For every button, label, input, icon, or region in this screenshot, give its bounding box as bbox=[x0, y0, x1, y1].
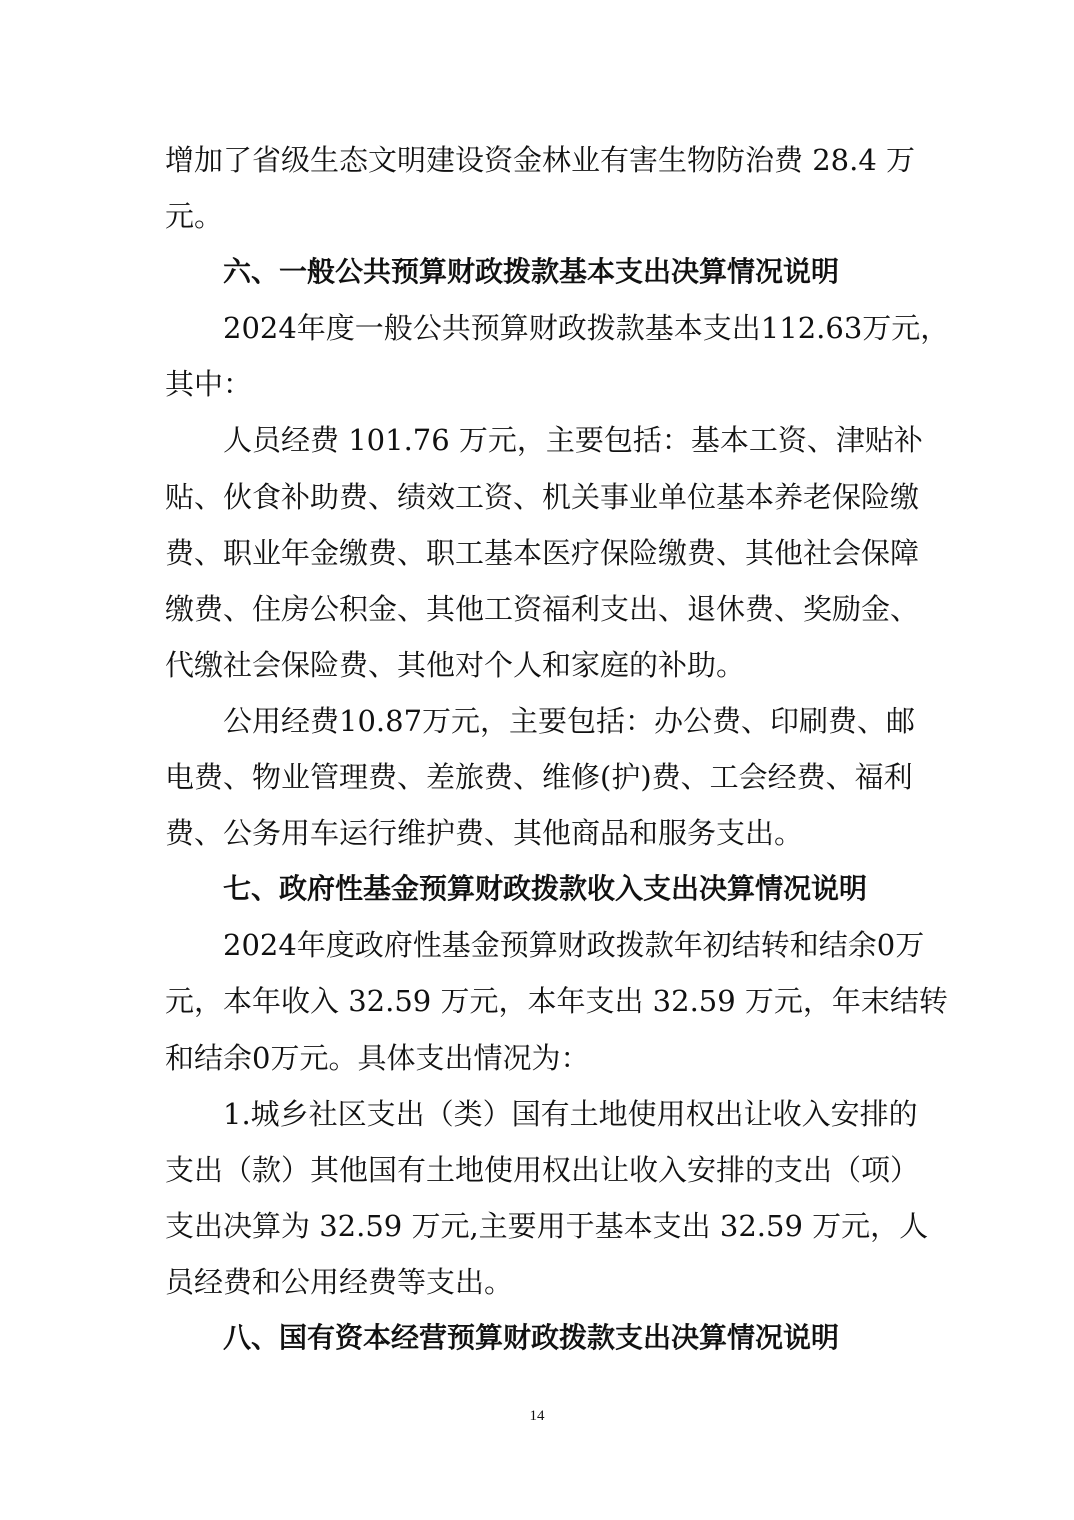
text-line: 其中： bbox=[165, 367, 253, 402]
text-line: 代缴社会保险费、其他对个人和家庭的补助。 bbox=[165, 647, 746, 682]
text-line: 2024年度政府性基金预算财政拨款年初结转和结余0万 bbox=[223, 928, 925, 963]
text-line: 费、公务用车运行维护费、其他商品和服务支出。 bbox=[165, 816, 804, 851]
paragraph-basic-expenditure bbox=[165, 300, 950, 412]
text-line: 元，本年收入 32.59 万元，本年支出 32.59 万元，年末结转 bbox=[165, 984, 948, 1019]
text-line: 增加了省级生态文明建设资金林业有害生物防治费 28.4 万 bbox=[165, 143, 916, 177]
text-line: 人员经费 101.76 万元，主要包括：基本工资、津贴补 bbox=[223, 423, 923, 458]
text-line: 2024年度一般公共预算财政拨款基本支出112.63万元， bbox=[223, 311, 950, 346]
section-heading-6: 六、一般公共预算财政拨款基本支出决算情况说明 bbox=[223, 255, 840, 289]
paragraph-continuation bbox=[165, 132, 916, 244]
paragraph-government-fund bbox=[165, 917, 948, 1085]
text-line: 电费、物业管理费、差旅费、维修(护)费、工会经费、福利 bbox=[165, 760, 913, 795]
document-body bbox=[165, 132, 950, 1366]
text-line: 员经费和公用经费等支出。 bbox=[165, 1264, 514, 1299]
text-line: 费、职业年金缴费、职工基本医疗保险缴费、其他社会保障 bbox=[165, 535, 920, 570]
text-line: 和结余0万元。具体支出情况为： bbox=[165, 1040, 590, 1075]
paragraph-public-expenses bbox=[165, 693, 916, 861]
paragraph-personnel-expenses bbox=[165, 412, 923, 692]
section-heading-8: 八、国有资本经营预算财政拨款支出决算情况说明 bbox=[223, 1320, 840, 1354]
paragraph-urban-rural-expenditure bbox=[165, 1086, 929, 1310]
text-line: 元。 bbox=[165, 199, 224, 234]
section-heading-7: 七、政府性基金预算财政拨款收入支出决算情况说明 bbox=[223, 872, 868, 906]
page-number: 14 bbox=[529, 1408, 545, 1424]
text-line: 缴费、住房公积金、其他工资福利支出、退休费、奖励金、 bbox=[165, 591, 920, 626]
text-line: 贴、伙食补助费、绩效工资、机关事业单位基本养老保险缴 bbox=[165, 479, 920, 514]
text-line: 支出决算为 32.59 万元,主要用于基本支出 32.59 万元，人 bbox=[165, 1208, 929, 1243]
text-line: 1.城乡社区支出（类）国有土地使用权出让收入安排的 bbox=[223, 1096, 918, 1131]
text-line: 公用经费10.87万元，主要包括：办公费、印刷费、邮 bbox=[223, 703, 916, 738]
text-line: 支出（款）其他国有土地使用权出让收入安排的支出（项） bbox=[165, 1152, 920, 1187]
